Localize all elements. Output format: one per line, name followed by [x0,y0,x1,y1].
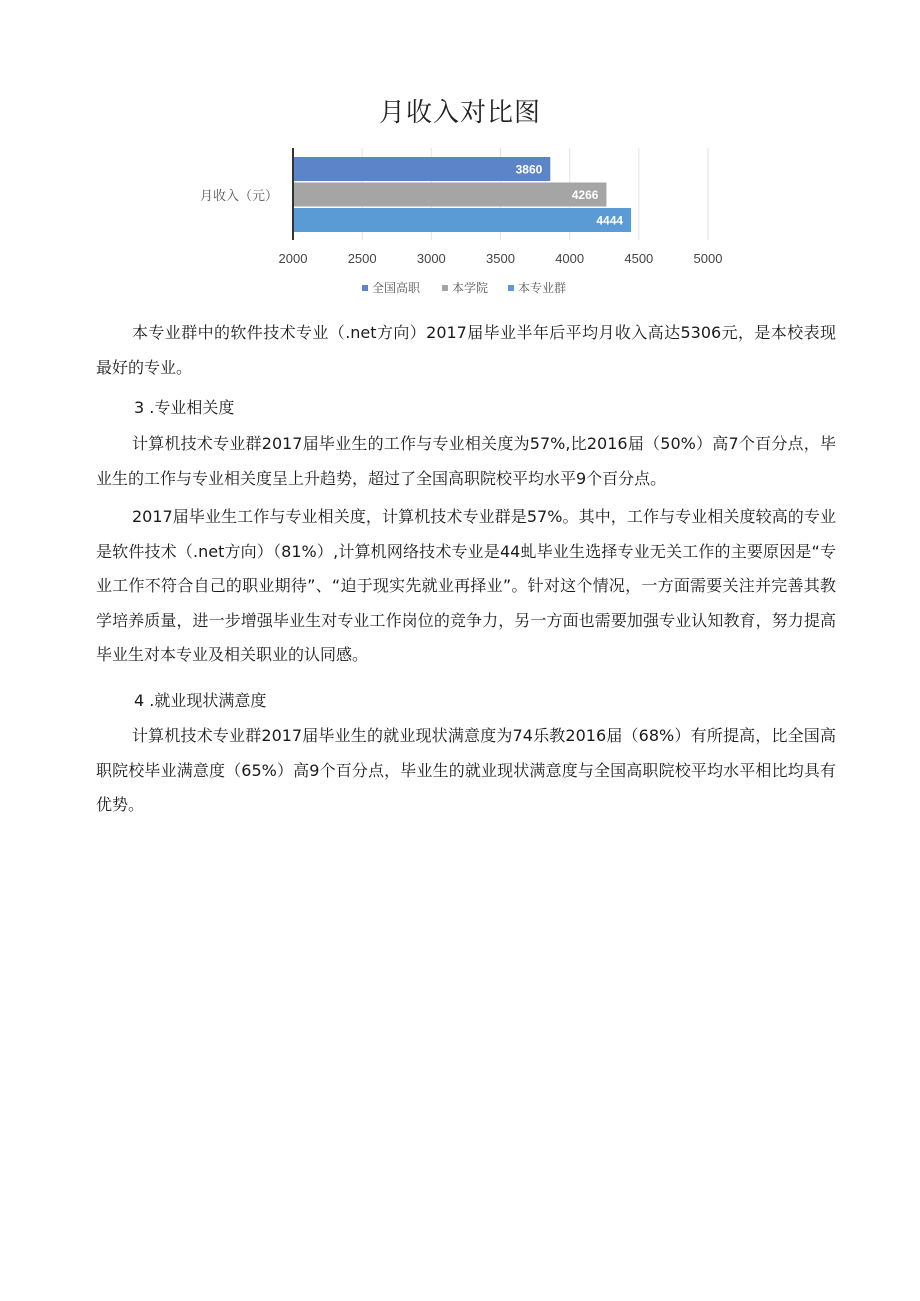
paragraph-software-income: 本专业群中的软件技术专业（.net方向）2017届毕业半年后平均月收入高达5306元，是本校表现最好的专业。 [96,323,836,377]
x-tick-label: 3000 [416,251,446,266]
bar-1 [294,157,550,181]
legend-swatch-1 [362,285,368,291]
data-label-3: 4444 [596,213,624,228]
x-tick-label: 5000 [693,251,723,266]
legend-swatch-2 [442,285,448,291]
bar-2 [294,183,606,207]
paragraph-satisfaction: 计算机技术专业群2017届毕业生的就业现状满意度为74乐教2016届（68%）有所提高，比全国高职院校毕业满意度（65%）高9个百分点，毕业生的就业现状满意度与全国高职院校平均水平相比均具有优势。 [96,726,836,814]
x-tick-label: 4500 [624,251,654,266]
data-label-2: 4266 [571,188,599,202]
chart-title: 月收入对比图 [378,98,541,128]
legend-label-3: 本专业群 [518,281,567,295]
section-heading-satisfaction: 4 .就业现状满意度 [134,691,267,710]
x-tick-label: 4000 [555,251,585,266]
x-tick-label: 3500 [486,251,515,266]
category-label: 月收入（元） [199,189,278,204]
legend-label-1: 全国高职 [372,281,421,295]
bar-3 [294,208,631,232]
x-tick-label: 2000 [278,251,308,266]
paragraph-relevance-detail: 2017届毕业生工作与专业相关度，计算机技术专业群是57%。其中，工作与专业相关度较高的专业是软件技术（.net方向）（81%）,计算机网络技术专业是44虬毕业生选择专业无关工作的主要原因是“专业工作不符合自己的职业期待”、“迫于现实先就业再择业”。针对这个情况，一方面需要关注并完善其教学培养质量，进一步增强毕业生对专业工作岗位的竞争力，另一方面也需要加强专业认知教育，努力提高毕业生对本专业及相关职业的认同感。 [96,507,836,664]
paragraph-relevance-rate: 计算机技术专业群2017届毕业生的工作与专业相关度为57%,比2016届（50%）高7个百分点，毕业生的工作与专业相关度呈上升趋势，超过了全国高职院校平均水平9个百分点。 [96,434,836,488]
data-label-1: 3860 [515,162,543,177]
legend-swatch-3 [508,285,514,291]
income-bar-chart [180,140,740,305]
section-heading-relevance: 3 .专业相关度 [134,398,235,417]
x-tick-label: 2500 [347,251,377,266]
legend-label-2: 本学院 [452,281,489,295]
